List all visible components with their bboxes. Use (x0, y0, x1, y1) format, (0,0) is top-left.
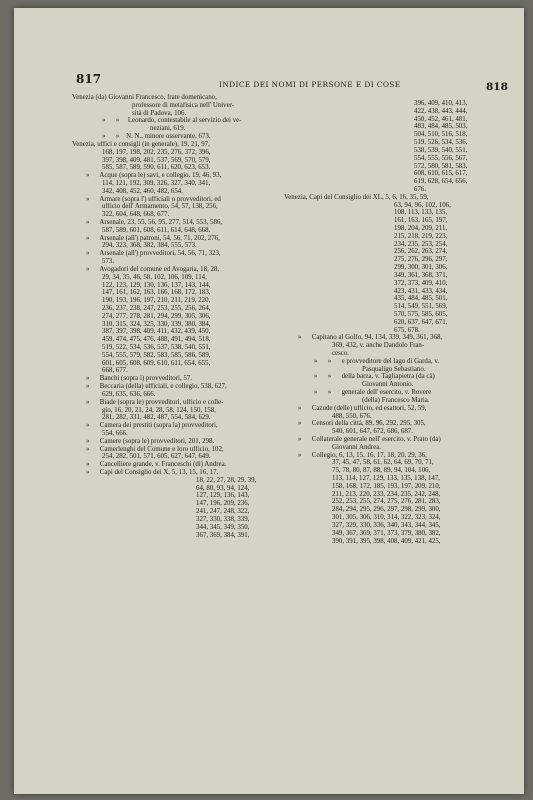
index-line: 122, 123, 129, 130, 136, 137, 143, 144, (102, 281, 211, 289)
index-line: 168, 197, 198, 202, 235, 276, 372, 396, (102, 148, 211, 156)
index-line: 601, 605, 608, 609, 610, 611, 654, 655, (102, 359, 211, 367)
index-line: 387, 397, 398, 409, 411, 432, 439, 450, (102, 328, 211, 336)
index-line: 274, 277, 278, 281, 294, 299, 305, 306, (102, 312, 211, 320)
index-line: 18, 22, 27, 28, 29, 39, (196, 476, 257, 484)
index-line: » » della barza, v. Tagliapietra (da cà) (314, 373, 435, 381)
index-line: Giovanni Andrea. (332, 443, 381, 451)
index-line: » Beccaria (della) ufficiali, e collegio, 538, 627, (86, 383, 227, 391)
index-line: 585, 587, 589, 590, 611, 620, 623, 653. (102, 164, 211, 172)
index-line: 435, 484, 485, 501, (394, 295, 448, 303)
index-line: » Arsenale, 23, 55, 56, 95, 277, 514, 553, 586, (86, 219, 223, 226)
index-line: 390, 391, 395, 398, 408, 409, 421, 425, (332, 537, 441, 545)
index-line: 540, 601, 647, 672, 686, 687. (332, 428, 413, 436)
index-line: » » N. N., minore osservante, 673. (102, 133, 211, 141)
index-line: 294, 323, 368, 382, 384, 555, 573. (102, 242, 197, 250)
index-line: 344, 345, 349, 350, (196, 523, 250, 531)
index-line: » Camera dei prestiti (sopra la) provveditori, (86, 422, 218, 430)
index-line: 254, 282, 501, 571, 605, 627, 647, 649. (102, 453, 211, 461)
index-line: 281, 282, 331, 482, 487, 554, 584, 629. (102, 414, 211, 422)
index-line: 538, 539, 540, 551, (414, 146, 468, 154)
index-line: (della) Francesco Maria. (362, 396, 430, 404)
index-line: » Arsenale (all') provveditori, 54, 56, 71, 323, (86, 250, 221, 258)
index-line: 349, 367, 369, 371, 373, 379, 380, 382, (332, 529, 441, 537)
index-line: Giovanni Antonio. (362, 381, 414, 389)
index-line: 114, 121, 192, 309, 326, 327, 340, 341, (102, 179, 211, 187)
index-line: gio, 16, 20, 21, 24, 28, 58, 124, 150, 158, (102, 406, 216, 414)
index-line: » Acque (sopra le) savi, e collegio, 19, 46, 93, (86, 172, 222, 180)
index-column-right (284, 100, 514, 545)
index-line: sità di Padova, 106. (132, 109, 187, 117)
index-line: 459, 474, 475, 476, 488, 491, 494, 518, (102, 336, 211, 344)
index-line: 161, 163, 165, 197, (394, 217, 448, 225)
index-line: 629, 635, 636, 666. (102, 390, 156, 398)
index-line: 147, 196, 209, 236, (196, 500, 250, 508)
index-line: 75, 78, 80, 87, 88, 89, 94, 104, 106, (332, 467, 431, 475)
index-line: » Collegio, 6, 13, 15, 16, 17, 18, 20, 29, 36, (298, 451, 427, 459)
index-line: » » generale dell' esercito, v. Rovere (314, 389, 432, 397)
index-line: 573. (102, 258, 115, 266)
index-line: 198, 204, 209, 211, (394, 225, 448, 232)
index-line: 397, 398, 409, 481, 537, 569, 570, 579, (102, 156, 211, 164)
index-line: 275, 276, 296, 297, (394, 256, 448, 264)
index-line: 234, 235, 253, 254, (394, 240, 448, 248)
index-line: » Biade (sopra le) provveditori, ufficio e colle- (86, 398, 224, 406)
index-line: neziani, 619. (150, 125, 186, 133)
index-column-left (72, 94, 297, 539)
index-line: 327, 330, 338, 339, (196, 515, 250, 523)
index-line: » Cancelliere grande, v. Franceschi (di) Andrea. (86, 461, 227, 469)
index-line: 64, 80, 93, 94, 124, (196, 484, 250, 492)
index-line: 37, 45, 47, 58, 61, 62, 64, 69, 70, 71, (332, 459, 434, 467)
index-line: 190, 193, 196, 197, 210, 211, 219, 220, (102, 297, 211, 305)
index-line: » Banchi (sopra i) provveditori, 57. (86, 375, 193, 383)
index-line: Venezia (da) Giovanni Francesco, frate domenicano, (72, 94, 217, 101)
index-line: 301, 305, 306, 310, 314, 322, 323, 324, (332, 514, 441, 522)
index-line: 423, 431, 433, 434, (394, 287, 448, 295)
index-line: 211, 213, 220, 233, 234, 235, 242, 248, (332, 490, 441, 498)
index-line: 158, 168, 172, 185, 193, 197, 209, 210, (332, 482, 441, 490)
index-line: professore di metafisica nell' Univer- (132, 101, 235, 109)
index-line: » » e provveditore del lago di Garda, v. (314, 357, 440, 365)
index-line: » Camerlenghi del Comune e loro ufficio, 102, (86, 445, 224, 453)
index-line: 519, 526, 534, 536, (414, 139, 468, 147)
index-line: » Camere (sopra le) provveditori, 201, 298. (86, 437, 215, 445)
index-line: 147, 161, 162, 163, 166, 168, 172, 183, (102, 289, 211, 297)
index-line: 215, 218, 219, 223, (394, 232, 448, 240)
index-line: 676. (414, 185, 427, 193)
index-line: 310, 315, 324, 325, 330, 339, 380, 384, (102, 320, 211, 328)
index-line: 322, 604, 648, 668, 677. (102, 211, 170, 219)
index-line: 514, 549, 551, 569, (394, 303, 448, 311)
index-line: 608, 610, 615, 617, (414, 170, 468, 178)
index-line: 668, 677. (102, 367, 128, 375)
index-line: 127, 129, 136, 143, (196, 492, 250, 500)
index-line: 369, 432, v. anche Dandolo Fran- (332, 342, 425, 350)
index-line: 554, 555, 579, 582, 583, 585, 586, 589, (102, 351, 211, 359)
index-line: 572, 580, 581, 583, (414, 162, 468, 170)
index-line: » Armare (sopra l') ufficiali o provveditori, ed (86, 195, 221, 203)
index-line: 241, 247, 248, 322, (196, 508, 250, 516)
index-line: » Collaterale generale nell' esercito, v. Prato (da) (298, 435, 441, 443)
index-line: 63, 94, 96, 102, 106, (394, 201, 451, 209)
index-line: 488, 550, 676. (332, 412, 372, 420)
index-line: 252, 253, 255, 274, 275, 276, 281, 283, (332, 498, 441, 506)
index-line: 570, 575, 585, 605, (394, 310, 448, 318)
index-line: 349, 361, 368, 371, (394, 271, 448, 279)
index-line: 367, 369, 384, 391, (196, 531, 250, 539)
page-number-right: 818 (486, 81, 508, 93)
index-line: » Cazude (delle) ufficio, ed esattori, 52, 59, (298, 404, 427, 412)
index-line: cesco. (332, 350, 350, 357)
index-line: Pasqualigo Sebastiano. (362, 365, 426, 373)
index-line: 284, 294, 295, 296, 297, 298, 299, 300, (332, 506, 441, 514)
index-line: 519, 522, 534, 536, 537, 538, 540, 551, (102, 344, 211, 351)
index-line: 619, 628, 654, 656, (414, 178, 468, 186)
index-line: » » Leonardo, contestabile al servizio dei ve- (102, 117, 242, 125)
index-line: 29, 34, 35, 46, 58, 102, 106, 109, 114, (102, 273, 207, 281)
running-title: INDICE DEI NOMI DI PERSONE E DI COSE (219, 80, 401, 89)
index-line: » Capi del Consiglio dei X, 5, 13, 15, 16, 17, (86, 469, 219, 476)
index-line: 620, 637, 647, 671, (394, 318, 448, 326)
index-line: 372, 373, 409, 410, (394, 279, 448, 287)
index-line: 483, 484, 485, 503, (414, 123, 468, 131)
book-page (14, 8, 524, 794)
index-line: 236, 237, 238, 247, 253, 255, 256, 264, (102, 304, 211, 312)
index-line: 327, 329, 330, 336, 340, 343, 344, 345, (332, 521, 441, 529)
index-line: » Avogadori del comune ed Avogaria, 18, 28, (86, 265, 220, 273)
index-line: 675, 678. (394, 326, 420, 334)
index-line: » Censori della città, 89, 96, 292, 295, 305, (298, 420, 426, 428)
index-line: 504, 510, 516, 518, (414, 131, 468, 139)
index-line: 587, 589, 601, 608, 611, 614, 648, 668. (102, 226, 211, 234)
index-line: » Arsenale (all') patroni, 54, 56, 71, 202, 276, (86, 234, 220, 242)
index-line: 396, 409, 410, 413, (414, 100, 468, 107)
index-line: 422, 438, 443, 444, (414, 107, 468, 115)
index-line: 108, 113, 133, 135, (394, 209, 448, 217)
index-line: Venezia, Capi del Consiglio dei XL, 5, 6, 16, 35, 59, (284, 193, 429, 201)
page-number-left: 817 (76, 72, 102, 86)
index-line: 299, 300, 301, 306, (394, 264, 448, 272)
index-line: » Capitano al Golfo, 94, 134, 339, 349, 361, 368, (298, 334, 443, 342)
index-line: 554, 666. (102, 429, 128, 437)
index-line: 450, 452, 461, 481, (414, 115, 468, 123)
index-line: 113, 114, 127, 129, 133, 135, 138, 147, (332, 475, 441, 482)
index-line: Venezia, uffici e consigli (in generale), 19, 21, 97, (72, 140, 210, 148)
index-line: 554, 555, 556, 567, (414, 154, 468, 162)
index-line: 342, 408, 452, 460, 482, 654. (102, 187, 183, 195)
index-line: ufficio dell' Armamento, 54, 57, 138, 256, (102, 203, 218, 211)
index-line: 256, 262, 263, 274, (394, 248, 448, 256)
